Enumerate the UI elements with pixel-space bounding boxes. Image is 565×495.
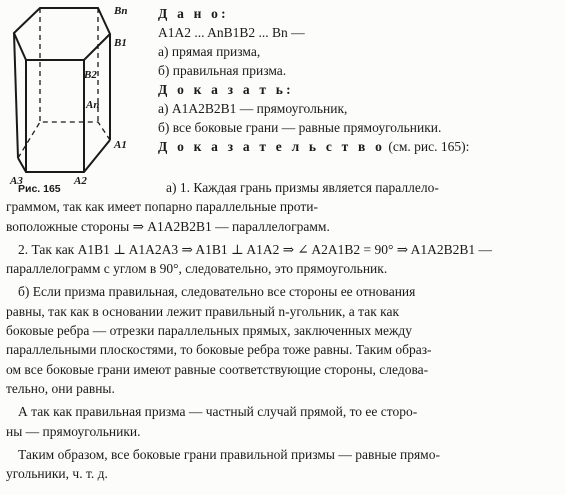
proof-line: а) 1. Каждая грань призмы является параллело- xyxy=(166,180,439,195)
given-heading: Д а н о: xyxy=(158,6,229,21)
label-B1: B1 xyxy=(114,37,127,49)
label-A2: A2 xyxy=(74,175,87,187)
proof-line: ом все боковые грани имеют равные соответствующие стороны, следова- xyxy=(6,361,429,377)
proof-line: Таким образом, все боковые грани правильной призмы — равные прямо- xyxy=(18,446,440,462)
given-item-b: б) правильная призма. xyxy=(158,63,287,78)
proof-heading: Д о к а з а т е л ь с т в о xyxy=(158,139,386,154)
label-B2: B2 xyxy=(84,69,97,81)
proof-line: 2. Так как A1B1 ⊥ A1A2A3 ⇒ A1B1 ⊥ A1A2 ⇒ ∠ A2A1B2 = 90° ⇒ A1A2B2B1 — xyxy=(18,241,493,257)
proof-line: А так как правильная призма — частный случай прямой, то ее сторо- xyxy=(18,404,418,420)
proof-body xyxy=(6,178,561,483)
label-A1: A1 xyxy=(114,139,127,151)
proof-line: боковые ребра — отрезки параллельных прямых, заключенных между xyxy=(6,323,412,339)
prove-item-b: б) все боковые грани — равные прямоугольники. xyxy=(158,120,442,135)
problem-statement xyxy=(158,4,563,156)
proof-line: параллельными плоскостями, то боковые ребра тоже равны. Таким образ- xyxy=(6,342,432,358)
proof-line: б) Если призма правильная, следовательно все стороны ее отнования xyxy=(18,284,416,300)
label-An: An xyxy=(86,99,100,111)
proof-line: граммом, так как имеет попарно параллельные проти- xyxy=(6,199,319,215)
proof-line: равны, так как в основании лежит правильный n-угольник, а так как xyxy=(6,303,400,319)
label-Bn: Bn xyxy=(114,5,128,17)
proof-line: тельно, они равны. xyxy=(6,380,115,396)
proof-line: ны — прямоугольники. xyxy=(6,423,141,439)
prove-heading: Д о к а з а т ь: xyxy=(158,82,294,97)
given-formula: A1A2 ... AnB1B2 ... Bn — xyxy=(158,25,305,40)
given-item-a: а) прямая призма, xyxy=(158,44,261,59)
proof-line: параллелограмм с углом в 90°, следовательно, это прямоугольник. xyxy=(6,261,388,277)
prism-drawing xyxy=(0,0,150,190)
prism-figure xyxy=(0,0,150,200)
prove-item-a: а) A1A2B2B1 — прямоугольник, xyxy=(158,101,348,116)
figure-caption: Рис. 165 xyxy=(18,183,61,195)
proof-heading-ref: (см. рис. 165): xyxy=(388,139,470,154)
proof-line: угольники, ч. т. д. xyxy=(6,466,108,482)
label-A3: A3 xyxy=(10,175,23,187)
proof-line: воположные стороны ⇒ A1A2B2B1 — параллелограмм. xyxy=(6,218,330,234)
